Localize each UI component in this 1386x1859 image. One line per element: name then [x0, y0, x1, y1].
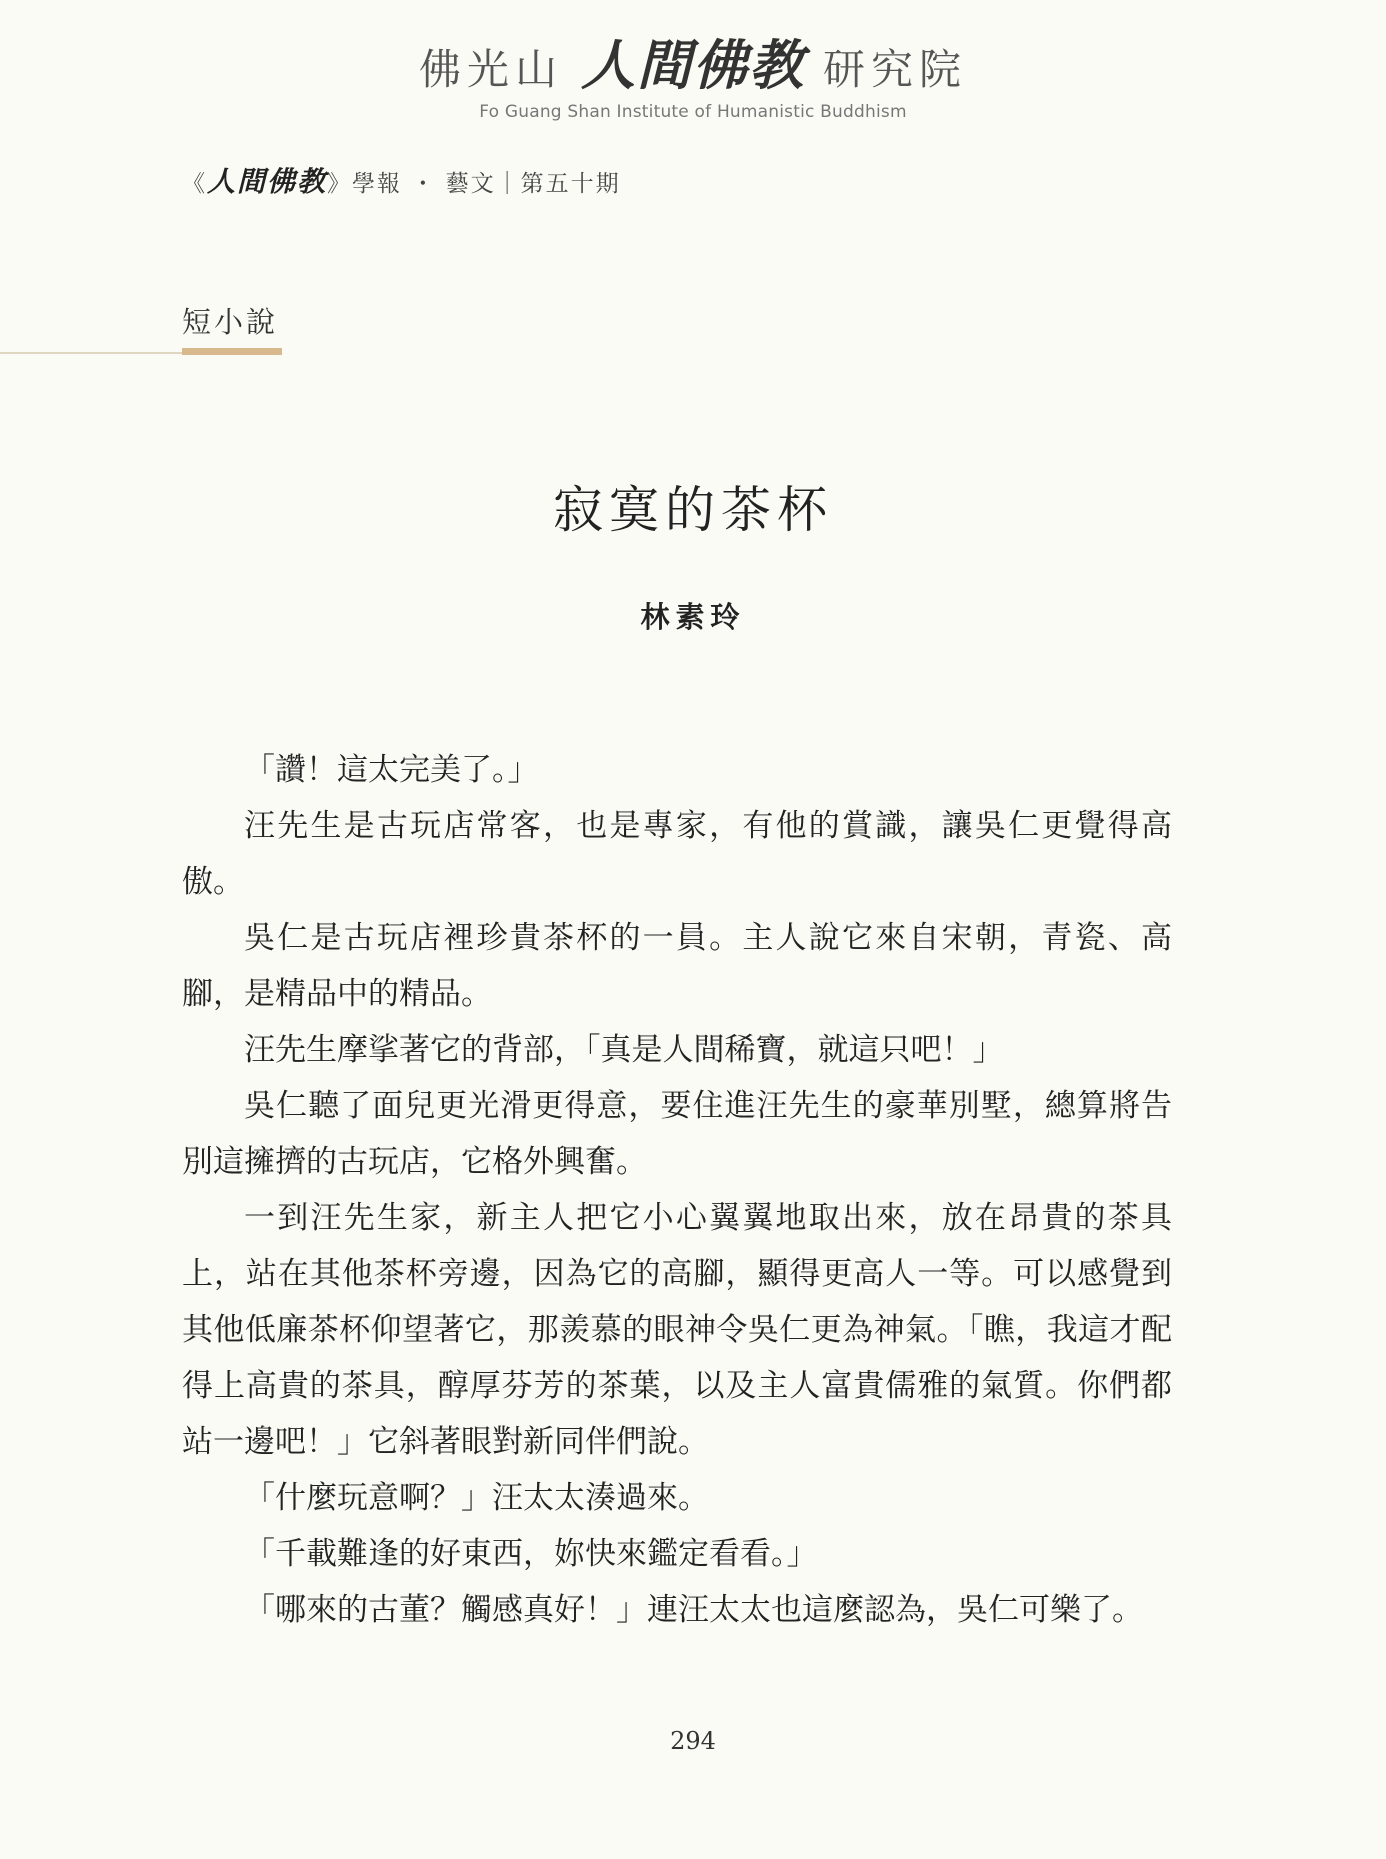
- paragraph: 「哪來的古董？觸感真好！」連汪太太也這麼認為，吳仁可樂了。: [244, 1592, 1143, 1628]
- logo-right-text: 研究院: [823, 45, 968, 94]
- paragraph: 吳仁是古玩店裡珍貴茶杯的一員。主人說它來自宋朝，青瓷、高腳，是精品中的精品。: [182, 920, 1172, 1012]
- logo-english-name: Fo Guang Shan Institute of Humanistic Buddhism: [479, 102, 907, 122]
- paragraph: 汪先生是古玩店常客，也是專家，有他的賞識，讓吳仁更覺得高傲。: [182, 808, 1172, 900]
- journal-running-head: [182, 160, 621, 200]
- journal-issue-text: 學報 ・ 藝文｜第五十期: [352, 171, 621, 197]
- section-accent-bar: [182, 348, 282, 355]
- paragraph: 「什麼玩意啊？」汪太太湊過來。: [244, 1480, 709, 1516]
- paragraph: 「讚！這太完美了。」: [244, 752, 539, 788]
- article-body: [182, 742, 1172, 1638]
- journal-brand: 人間佛教: [207, 165, 328, 198]
- logo-brand-calligraphy: 人間佛教: [581, 33, 805, 97]
- journal-bracket-close: 》: [327, 171, 353, 197]
- institute-header: [0, 33, 1386, 122]
- page-number: 294: [670, 1727, 716, 1755]
- paragraph: 吳仁聽了面兒更光滑更得意，要住進汪先生的豪華別墅，總算將告別這擁擠的古玩店，它格外興奮。: [182, 1088, 1172, 1180]
- paragraph: 一到汪先生家，新主人把它小心翼翼地取出來，放在昂貴的茶具上，站在其他茶杯旁邊，因為它的高腳，顯得更高人一等。可以感覺到其他低廉茶杯仰望著它，那羨慕的眼神令吳仁更為神氣。「瞧，我這才配得上高貴的茶具，醇厚芬芳的茶葉，以及主人富貴儒雅的氣質。你們都站一邊吧！」它斜著眼對新同伴們說。: [182, 1200, 1172, 1460]
- article-author: 林素玲: [640, 600, 746, 634]
- paragraph: 汪先生摩挲著它的背部，「真是人間稀寶，就這只吧！」: [244, 1032, 1004, 1068]
- logo-left-text: 佛光山: [418, 45, 563, 94]
- article-title: 寂寞的茶杯: [553, 481, 833, 539]
- paragraph: 「千載難逢的好東西，妳快來鑑定看看。」: [244, 1536, 818, 1572]
- journal-bracket-open: 《: [182, 171, 207, 197]
- institute-logo: [0, 33, 1386, 97]
- section-label: 短小說: [182, 305, 279, 339]
